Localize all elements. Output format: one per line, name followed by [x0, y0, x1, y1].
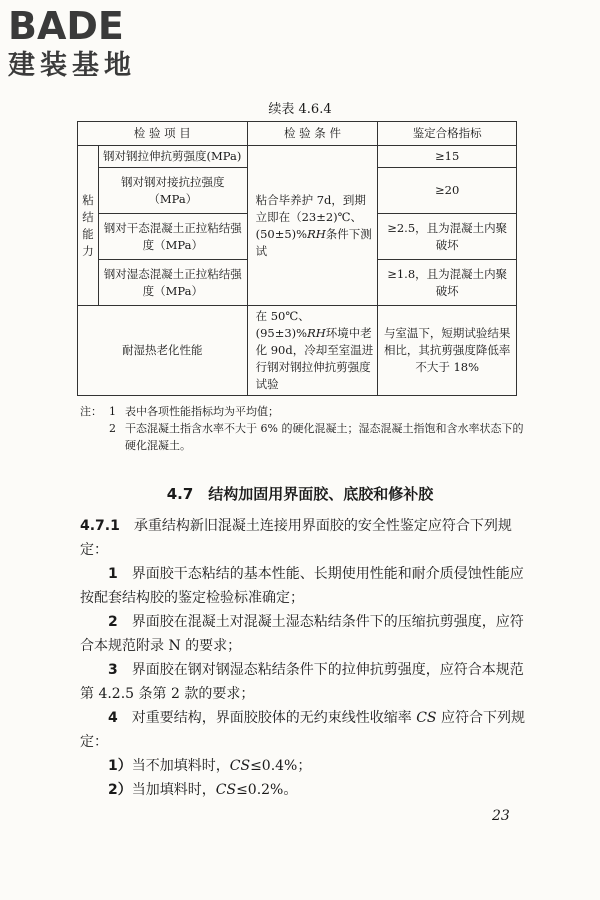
group-label: 粘结能力: [82, 192, 94, 258]
spec-table: [77, 121, 517, 396]
item-cell: 钢对干态混凝土正拉粘结强度（MPa）: [98, 214, 247, 260]
item-cell: 钢对钢对接抗拉强度（MPa）: [98, 168, 247, 214]
logo-wordmark: BADE: [8, 4, 124, 48]
criterion-cell: ≥20: [378, 168, 517, 214]
criterion-cell: ≥2.5，且为混凝土内聚破坏: [378, 214, 517, 260]
table-header-row: [78, 122, 517, 146]
table-caption: 续表 4.6.4: [268, 102, 332, 117]
clause-item: 4 对重要结构，界面胶胶体的无约束线性收缩率 CS 应符合下列规定：: [80, 710, 525, 750]
header-criterion: 鉴定合格指标: [378, 122, 517, 146]
group-label-cell: [78, 146, 99, 306]
page-number: 23: [492, 808, 510, 824]
clause-body: [80, 514, 532, 802]
table-row: [78, 306, 517, 396]
clause-intro: 4.7.1 承重结构新旧混凝土连接用界面胶的安全性鉴定应符合下列规定：: [80, 518, 512, 558]
table-row: [78, 146, 517, 168]
item-cell: 钢对钢拉伸抗剪强度(MPa): [98, 146, 247, 168]
table-notes: [80, 403, 530, 454]
aging-condition-cell: 在 50℃、(95±3)%RH环境中老化 90d，冷却至室温进行钢对钢拉伸抗剪强度试验: [247, 306, 378, 396]
criterion-cell: ≥15: [378, 146, 517, 168]
note-item: 2 干态混凝土指含水率不大于 6% 的硬化混凝土；湿态混凝土指饱和含水率状态下的硬化混凝土。: [109, 422, 524, 452]
header-item: 检 验 项 目: [78, 122, 248, 146]
clause-item: 1 界面胶干态粘结的基本性能、长期使用性能和耐介质侵蚀性能应按配套结构胶的鉴定检验标准确定；: [80, 566, 524, 606]
clause-number: 4.7.1: [80, 518, 120, 534]
item-cell: 钢对湿态混凝土正拉粘结强度（MPa）: [98, 260, 247, 306]
logo-subtitle: 建装基地: [8, 50, 136, 81]
aging-item-cell: 耐湿热老化性能: [78, 306, 248, 396]
clause-item: 3 界面胶在钢对钢湿态粘结条件下的拉伸抗剪强度，应符合本规范第 4.2.5 条第 2 款的要求；: [80, 662, 524, 702]
group-condition-cell: 粘合毕养护 7d，到期立即在（23±2)℃、(50±5)%RH条件下测试: [247, 146, 378, 306]
note-item: 注： 1 表中各项性能指标均为平均值；: [80, 405, 279, 418]
notes-label: 注：: [80, 405, 102, 418]
aging-criterion-cell: 与室温下，短期试验结果相比，其抗剪强度降低率不大于 18%: [378, 306, 517, 396]
criterion-cell: ≥1.8，且为混凝土内聚破坏: [378, 260, 517, 306]
clause-subitem: 2）当加填料时，CS≤0.2%。: [108, 782, 298, 798]
clause-item: 2 界面胶在混凝土对混凝土湿态粘结条件下的压缩抗剪强度，应符合本规范附录 N 的要求；: [80, 614, 524, 654]
section-title: 4.7 结构加固用界面胶、底胶和修补胶: [166, 485, 434, 503]
header-condition: 检 验 条 件: [247, 122, 378, 146]
bade-logo: [8, 6, 136, 82]
clause-subitem: 1）当不加填料时，CS≤0.4%；: [108, 758, 312, 774]
